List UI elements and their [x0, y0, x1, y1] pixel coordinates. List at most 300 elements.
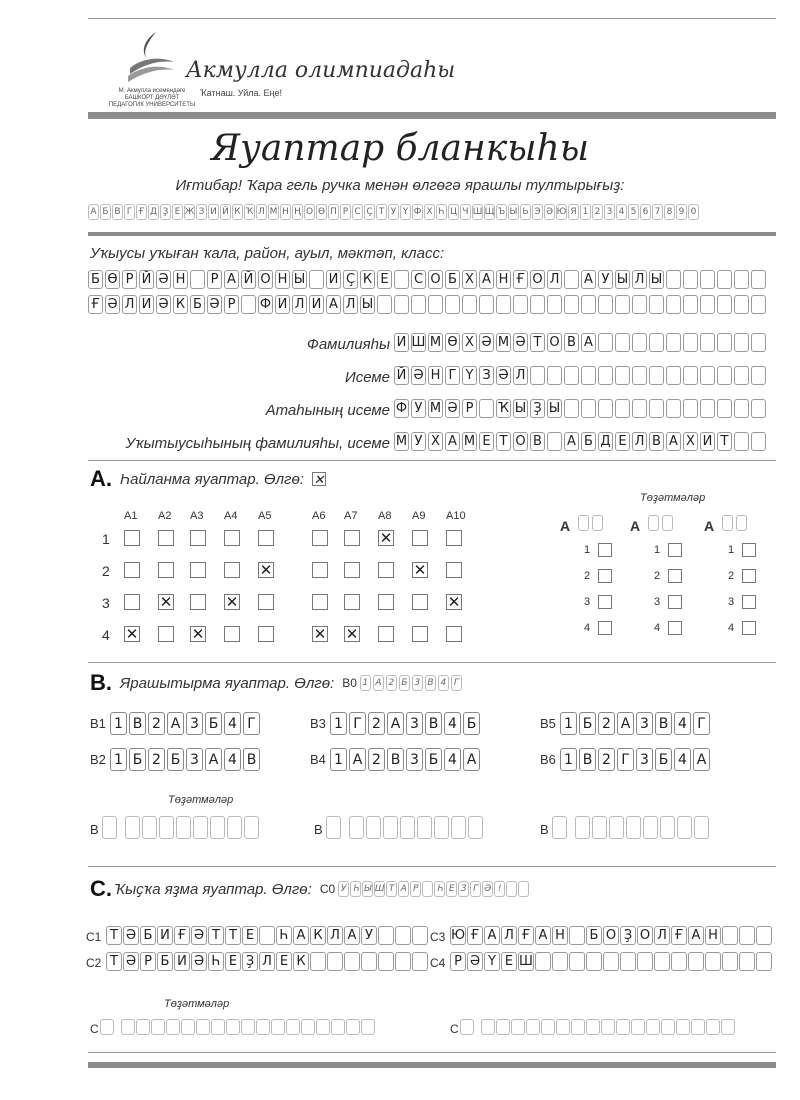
- answer-cell[interactable]: 2: [368, 748, 385, 771]
- letter-cell[interactable]: [259, 926, 275, 945]
- answer-checkbox[interactable]: [224, 562, 240, 578]
- letter-cell[interactable]: [377, 295, 392, 314]
- letter-cell[interactable]: [552, 952, 568, 971]
- letter-cell[interactable]: [751, 333, 766, 352]
- answer-cell[interactable]: А: [693, 748, 710, 771]
- letter-cell[interactable]: Т: [208, 926, 224, 945]
- letter-cell[interactable]: С: [411, 270, 426, 289]
- letter-cell[interactable]: [569, 926, 585, 945]
- letter-cell[interactable]: Н: [705, 926, 721, 945]
- letter-cell[interactable]: А: [484, 926, 500, 945]
- answer-row[interactable]: [450, 952, 772, 971]
- letter-cell[interactable]: [394, 270, 409, 289]
- letter-cell[interactable]: Р: [462, 399, 477, 418]
- letter-cell[interactable]: [615, 295, 630, 314]
- letter-cell[interactable]: [632, 295, 647, 314]
- letter-cell[interactable]: [756, 952, 772, 971]
- letter-cell[interactable]: [479, 295, 494, 314]
- answer-cell[interactable]: Б: [579, 712, 596, 735]
- answer-checkbox[interactable]: [312, 530, 328, 546]
- answer-checkbox[interactable]: [190, 594, 206, 610]
- answer-checkbox[interactable]: [312, 562, 328, 578]
- answer-cell[interactable]: В: [425, 712, 442, 735]
- answer-cell[interactable]: 3: [406, 712, 423, 735]
- letter-cell[interactable]: Л: [327, 926, 343, 945]
- correction-cell[interactable]: [100, 1019, 114, 1035]
- letter-cell[interactable]: [620, 952, 636, 971]
- location-line-2[interactable]: [88, 295, 766, 314]
- answer-cell[interactable]: А: [617, 712, 634, 735]
- letter-cell[interactable]: [649, 295, 664, 314]
- letter-cell[interactable]: Л: [632, 270, 647, 289]
- letter-cell[interactable]: Р: [140, 952, 156, 971]
- answer-cell[interactable]: 4: [224, 712, 241, 735]
- letter-cell[interactable]: А: [445, 432, 460, 451]
- answer-checkbox[interactable]: [124, 562, 140, 578]
- correction-cell[interactable]: [643, 816, 658, 839]
- correction-cell[interactable]: [286, 1019, 300, 1035]
- letter-cell[interactable]: [603, 952, 619, 971]
- letter-cell[interactable]: [734, 432, 749, 451]
- answer-cell[interactable]: 3: [186, 748, 203, 771]
- correction-cell[interactable]: [694, 816, 709, 839]
- answer-cell[interactable]: 1: [560, 748, 577, 771]
- letter-cell[interactable]: Ф: [395, 401, 408, 416]
- correction-cell[interactable]: [660, 816, 675, 839]
- letter-cell[interactable]: Т: [106, 926, 122, 945]
- correction-cell[interactable]: [142, 816, 157, 839]
- letter-cell[interactable]: Н: [496, 270, 511, 289]
- answer-checkbox[interactable]: [224, 530, 240, 546]
- answer-checkbox[interactable]: [378, 562, 394, 578]
- letter-cell[interactable]: Б: [586, 926, 602, 945]
- letter-cell[interactable]: Б: [157, 952, 173, 971]
- letter-cell[interactable]: И: [139, 295, 154, 314]
- letter-cell[interactable]: А: [535, 926, 551, 945]
- letter-cell[interactable]: [666, 333, 681, 352]
- letter-cell[interactable]: И: [700, 432, 715, 451]
- correction-cell[interactable]: [609, 816, 624, 839]
- answer-checkbox[interactable]: ✕: [125, 625, 139, 643]
- answer-cell[interactable]: 2: [598, 748, 615, 771]
- correction-cell[interactable]: [326, 816, 341, 839]
- correction-cell[interactable]: [176, 816, 191, 839]
- letter-cell[interactable]: Л: [343, 295, 358, 314]
- correction-cell[interactable]: [526, 1019, 540, 1035]
- letter-cell[interactable]: Ҙ: [530, 399, 545, 418]
- letter-cell[interactable]: У: [361, 926, 377, 945]
- letter-cell[interactable]: [751, 295, 766, 314]
- correction-cell[interactable]: [592, 816, 607, 839]
- answer-cell[interactable]: А: [349, 748, 366, 771]
- correction-cell[interactable]: [556, 1019, 570, 1035]
- letter-cell[interactable]: М: [463, 434, 476, 449]
- correction-cell[interactable]: [210, 816, 225, 839]
- letter-cell[interactable]: [241, 295, 256, 314]
- letter-cell[interactable]: [598, 366, 613, 385]
- letter-cell[interactable]: Н: [428, 366, 443, 385]
- answer-cell[interactable]: В: [129, 712, 146, 735]
- letter-cell[interactable]: [547, 432, 562, 451]
- correction-cell[interactable]: [586, 1019, 600, 1035]
- letter-cell[interactable]: Е: [501, 952, 517, 971]
- letter-cell[interactable]: Л: [122, 295, 137, 314]
- letter-cell[interactable]: Ә: [445, 399, 460, 418]
- correction-cell[interactable]: [331, 1019, 345, 1035]
- letter-cell[interactable]: А: [666, 432, 681, 451]
- letter-cell[interactable]: [734, 270, 749, 289]
- correction-cell[interactable]: [151, 1019, 165, 1035]
- correction-checkbox[interactable]: [598, 543, 612, 557]
- answer-cell[interactable]: 1: [330, 712, 347, 735]
- letter-cell[interactable]: [717, 366, 732, 385]
- correction-cell[interactable]: [159, 816, 174, 839]
- letter-cell[interactable]: О: [547, 333, 562, 352]
- letter-cell[interactable]: [378, 926, 394, 945]
- letter-cell[interactable]: [683, 366, 698, 385]
- letter-cell[interactable]: Л: [292, 295, 307, 314]
- letter-cell[interactable]: Д: [598, 432, 613, 451]
- name-field[interactable]: [394, 366, 766, 385]
- letter-cell[interactable]: Ә: [123, 952, 139, 971]
- letter-cell[interactable]: В: [564, 333, 579, 352]
- answer-checkbox[interactable]: [158, 562, 174, 578]
- answer-checkbox[interactable]: ✕: [345, 625, 359, 643]
- letter-cell[interactable]: Т: [106, 952, 122, 971]
- letter-cell[interactable]: [688, 952, 704, 971]
- letter-cell[interactable]: [751, 366, 766, 385]
- letter-cell[interactable]: Г: [445, 366, 460, 385]
- letter-cell[interactable]: Ш: [519, 954, 533, 969]
- letter-cell[interactable]: Ҡ: [497, 401, 510, 416]
- letter-cell[interactable]: Ш: [411, 335, 426, 350]
- letter-cell[interactable]: Л: [513, 366, 528, 385]
- letter-cell[interactable]: К: [360, 270, 375, 289]
- letter-cell[interactable]: [581, 295, 596, 314]
- letter-cell[interactable]: Х: [462, 333, 477, 352]
- letter-cell[interactable]: [751, 432, 766, 451]
- letter-cell[interactable]: Ҙ: [242, 952, 258, 971]
- letter-cell[interactable]: И: [157, 926, 173, 945]
- correction-cell[interactable]: [181, 1019, 195, 1035]
- answer-checkbox[interactable]: [412, 626, 428, 642]
- letter-cell[interactable]: [700, 399, 715, 418]
- letter-cell[interactable]: Һ: [276, 926, 292, 945]
- letter-cell[interactable]: [632, 366, 647, 385]
- letter-cell[interactable]: [598, 295, 613, 314]
- letter-cell[interactable]: Ү: [484, 952, 500, 971]
- correction-cell[interactable]: [721, 1019, 735, 1035]
- answer-checkbox[interactable]: [190, 530, 206, 546]
- letter-cell[interactable]: [632, 399, 647, 418]
- letter-cell[interactable]: Ә: [479, 333, 494, 352]
- letter-cell[interactable]: У: [411, 399, 426, 418]
- answer-checkbox[interactable]: [446, 530, 462, 546]
- letter-cell[interactable]: [530, 295, 545, 314]
- answer-checkbox[interactable]: [190, 562, 206, 578]
- correction-checkbox[interactable]: [668, 595, 682, 609]
- answer-checkbox[interactable]: [446, 626, 462, 642]
- letter-cell[interactable]: [751, 399, 766, 418]
- letter-cell[interactable]: Н: [275, 270, 290, 289]
- letter-cell[interactable]: Ә: [207, 295, 222, 314]
- correction-cell[interactable]: [706, 1019, 720, 1035]
- surname-field[interactable]: [394, 333, 766, 352]
- letter-cell[interactable]: [683, 270, 698, 289]
- letter-cell[interactable]: О: [603, 926, 619, 945]
- letter-cell[interactable]: Ы: [514, 401, 527, 416]
- answer-cell[interactable]: 4: [674, 712, 691, 735]
- letter-cell[interactable]: [717, 399, 732, 418]
- correction-cell[interactable]: [592, 515, 603, 531]
- answer-checkbox[interactable]: [412, 530, 428, 546]
- letter-cell[interactable]: [705, 952, 721, 971]
- letter-cell[interactable]: Р: [450, 952, 466, 971]
- correction-cell[interactable]: [125, 816, 140, 839]
- letter-cell[interactable]: А: [564, 432, 579, 451]
- letter-cell[interactable]: Ғ: [174, 926, 190, 945]
- letter-cell[interactable]: Ғ: [513, 270, 528, 289]
- letter-cell[interactable]: [671, 952, 687, 971]
- letter-cell[interactable]: Х: [683, 432, 698, 451]
- letter-cell[interactable]: Л: [547, 270, 562, 289]
- letter-cell[interactable]: [615, 333, 630, 352]
- letter-cell[interactable]: Ә: [156, 295, 171, 314]
- correction-cell[interactable]: [648, 515, 659, 531]
- letter-cell[interactable]: [344, 952, 360, 971]
- letter-cell[interactable]: [598, 399, 613, 418]
- letter-cell[interactable]: В: [649, 432, 664, 451]
- letter-cell[interactable]: Е: [479, 432, 494, 451]
- letter-cell[interactable]: [717, 295, 732, 314]
- letter-cell[interactable]: [666, 295, 681, 314]
- correction-checkbox[interactable]: [598, 621, 612, 635]
- letter-cell[interactable]: О: [258, 270, 273, 289]
- answer-checkbox[interactable]: [412, 594, 428, 610]
- answer-cell[interactable]: 2: [368, 712, 385, 735]
- correction-cell[interactable]: [400, 816, 415, 839]
- correction-cell[interactable]: [662, 515, 673, 531]
- letter-cell[interactable]: Ә: [411, 366, 426, 385]
- letter-cell[interactable]: Х: [428, 432, 443, 451]
- correction-cell[interactable]: [383, 816, 398, 839]
- letter-cell[interactable]: Й: [241, 270, 256, 289]
- correction-checkbox[interactable]: [742, 595, 756, 609]
- answer-cell[interactable]: Г: [349, 712, 366, 735]
- correction-cell[interactable]: [361, 1019, 375, 1035]
- answer-cell[interactable]: 3: [406, 748, 423, 771]
- correction-cell[interactable]: [460, 1019, 474, 1035]
- answer-cell[interactable]: Б: [463, 712, 480, 735]
- letter-cell[interactable]: Р: [122, 270, 137, 289]
- letter-cell[interactable]: Һ: [208, 952, 224, 971]
- letter-cell[interactable]: Е: [615, 432, 630, 451]
- letter-cell[interactable]: [700, 366, 715, 385]
- letter-cell[interactable]: [535, 952, 551, 971]
- letter-cell[interactable]: [751, 270, 766, 289]
- letter-cell[interactable]: О: [530, 270, 545, 289]
- correction-checkbox[interactable]: [598, 569, 612, 583]
- letter-cell[interactable]: К: [173, 295, 188, 314]
- letter-cell[interactable]: Б: [88, 270, 103, 289]
- answer-checkbox[interactable]: [312, 594, 328, 610]
- correction-cell[interactable]: [166, 1019, 180, 1035]
- answer-cell[interactable]: В: [243, 748, 260, 771]
- correction-cell[interactable]: [736, 515, 747, 531]
- letter-cell[interactable]: [598, 333, 613, 352]
- letter-cell[interactable]: [739, 952, 755, 971]
- letter-cell[interactable]: [310, 952, 326, 971]
- correction-checkbox[interactable]: [742, 543, 756, 557]
- letter-cell[interactable]: Ы: [361, 297, 374, 312]
- letter-cell[interactable]: Ә: [191, 952, 207, 971]
- correction-cell[interactable]: [571, 1019, 585, 1035]
- letter-cell[interactable]: И: [174, 952, 190, 971]
- correction-cell[interactable]: [316, 1019, 330, 1035]
- answer-cell[interactable]: 1: [560, 712, 577, 735]
- letter-cell[interactable]: М: [395, 434, 408, 449]
- location-line-1[interactable]: [88, 270, 766, 289]
- letter-cell[interactable]: У: [598, 270, 613, 289]
- letter-cell[interactable]: [615, 399, 630, 418]
- letter-cell[interactable]: А: [581, 333, 596, 352]
- answer-cell[interactable]: 3: [636, 712, 653, 735]
- letter-cell[interactable]: [756, 926, 772, 945]
- letter-cell[interactable]: [683, 295, 698, 314]
- answer-cell[interactable]: 2: [598, 712, 615, 735]
- letter-cell[interactable]: Й: [394, 366, 409, 385]
- correction-cell[interactable]: [301, 1019, 315, 1035]
- answer-checkbox[interactable]: ✕: [159, 593, 173, 611]
- letter-cell[interactable]: [564, 270, 579, 289]
- answer-cell[interactable]: 1: [110, 748, 127, 771]
- correction-cell[interactable]: [121, 1019, 135, 1035]
- answer-checkbox[interactable]: ✕: [379, 529, 393, 547]
- correction-cell[interactable]: [646, 1019, 660, 1035]
- correction-cell[interactable]: [451, 816, 466, 839]
- letter-cell[interactable]: [739, 926, 755, 945]
- letter-cell[interactable]: [734, 295, 749, 314]
- letter-cell[interactable]: Ғ: [671, 926, 687, 945]
- letter-cell[interactable]: Ы: [548, 401, 561, 416]
- answer-cell[interactable]: 4: [674, 748, 691, 771]
- letter-cell[interactable]: А: [326, 295, 341, 314]
- letter-cell[interactable]: Л: [654, 926, 670, 945]
- answer-checkbox[interactable]: ✕: [313, 625, 327, 643]
- correction-cell[interactable]: [601, 1019, 615, 1035]
- letter-cell[interactable]: [734, 399, 749, 418]
- letter-cell[interactable]: А: [224, 270, 239, 289]
- letter-cell[interactable]: К: [310, 926, 326, 945]
- letter-cell[interactable]: Т: [496, 432, 511, 451]
- letter-cell[interactable]: [547, 295, 562, 314]
- letter-cell[interactable]: [564, 399, 579, 418]
- letter-cell[interactable]: Т: [225, 926, 241, 945]
- letter-cell[interactable]: [547, 366, 562, 385]
- answer-cell[interactable]: 2: [148, 712, 165, 735]
- letter-cell[interactable]: Е: [276, 952, 292, 971]
- answer-cell[interactable]: Б: [167, 748, 184, 771]
- answer-checkbox[interactable]: ✕: [259, 561, 273, 579]
- correction-cell[interactable]: [417, 816, 432, 839]
- correction-cell[interactable]: [626, 816, 641, 839]
- letter-cell[interactable]: Е: [377, 270, 392, 289]
- letter-cell[interactable]: [190, 270, 205, 289]
- correction-cell[interactable]: [193, 816, 208, 839]
- correction-cell[interactable]: [244, 816, 259, 839]
- letter-cell[interactable]: Ә: [156, 270, 171, 289]
- letter-cell[interactable]: О: [428, 270, 443, 289]
- letter-cell[interactable]: Б: [190, 295, 205, 314]
- letter-cell[interactable]: А: [688, 926, 704, 945]
- answer-checkbox[interactable]: [378, 594, 394, 610]
- letter-cell[interactable]: Б: [581, 432, 596, 451]
- letter-cell[interactable]: Ә: [467, 952, 483, 971]
- correction-cell[interactable]: [349, 816, 364, 839]
- letter-cell[interactable]: М: [429, 401, 442, 416]
- correction-cell[interactable]: [346, 1019, 360, 1035]
- letter-cell[interactable]: А: [293, 926, 309, 945]
- letter-cell[interactable]: [722, 952, 738, 971]
- correction-cell[interactable]: [677, 816, 692, 839]
- correction-cell[interactable]: [552, 816, 567, 839]
- correction-cell[interactable]: [102, 816, 117, 839]
- correction-cell[interactable]: [196, 1019, 210, 1035]
- answer-cell[interactable]: 3: [636, 748, 653, 771]
- letter-cell[interactable]: Л: [632, 432, 647, 451]
- letter-cell[interactable]: [700, 270, 715, 289]
- letter-cell[interactable]: Ғ: [518, 926, 534, 945]
- letter-cell[interactable]: [395, 926, 411, 945]
- correction-cell[interactable]: [631, 1019, 645, 1035]
- correction-cell[interactable]: [136, 1019, 150, 1035]
- letter-cell[interactable]: И: [309, 295, 324, 314]
- answer-cell[interactable]: В: [387, 748, 404, 771]
- letter-cell[interactable]: З: [479, 366, 494, 385]
- answer-cell[interactable]: 1: [330, 748, 347, 771]
- letter-cell[interactable]: [479, 399, 494, 418]
- correction-cell[interactable]: [511, 1019, 525, 1035]
- letter-cell[interactable]: Ю: [450, 928, 466, 943]
- correction-checkbox[interactable]: [598, 595, 612, 609]
- answer-cell[interactable]: А: [205, 748, 222, 771]
- answer-cell[interactable]: А: [387, 712, 404, 735]
- answer-checkbox[interactable]: [258, 530, 274, 546]
- letter-cell[interactable]: Ф: [259, 297, 272, 312]
- answer-cell[interactable]: 2: [148, 748, 165, 771]
- answer-cell[interactable]: В: [655, 712, 672, 735]
- letter-cell[interactable]: А: [479, 270, 494, 289]
- answer-cell[interactable]: А: [463, 748, 480, 771]
- letter-cell[interactable]: Ә: [496, 366, 511, 385]
- correction-cell[interactable]: [691, 1019, 705, 1035]
- letter-cell[interactable]: [569, 952, 585, 971]
- letter-cell[interactable]: [361, 952, 377, 971]
- answer-checkbox[interactable]: [124, 594, 140, 610]
- letter-cell[interactable]: Х: [462, 270, 477, 289]
- letter-cell[interactable]: [564, 366, 579, 385]
- letter-cell[interactable]: [496, 295, 511, 314]
- answer-checkbox[interactable]: [344, 562, 360, 578]
- correction-checkbox[interactable]: [668, 569, 682, 583]
- letter-cell[interactable]: [462, 295, 477, 314]
- correction-checkbox[interactable]: [668, 543, 682, 557]
- letter-cell[interactable]: [309, 270, 324, 289]
- letter-cell[interactable]: М: [497, 335, 510, 350]
- answer-checkbox[interactable]: ✕: [447, 593, 461, 611]
- letter-cell[interactable]: [637, 952, 653, 971]
- letter-cell[interactable]: [445, 295, 460, 314]
